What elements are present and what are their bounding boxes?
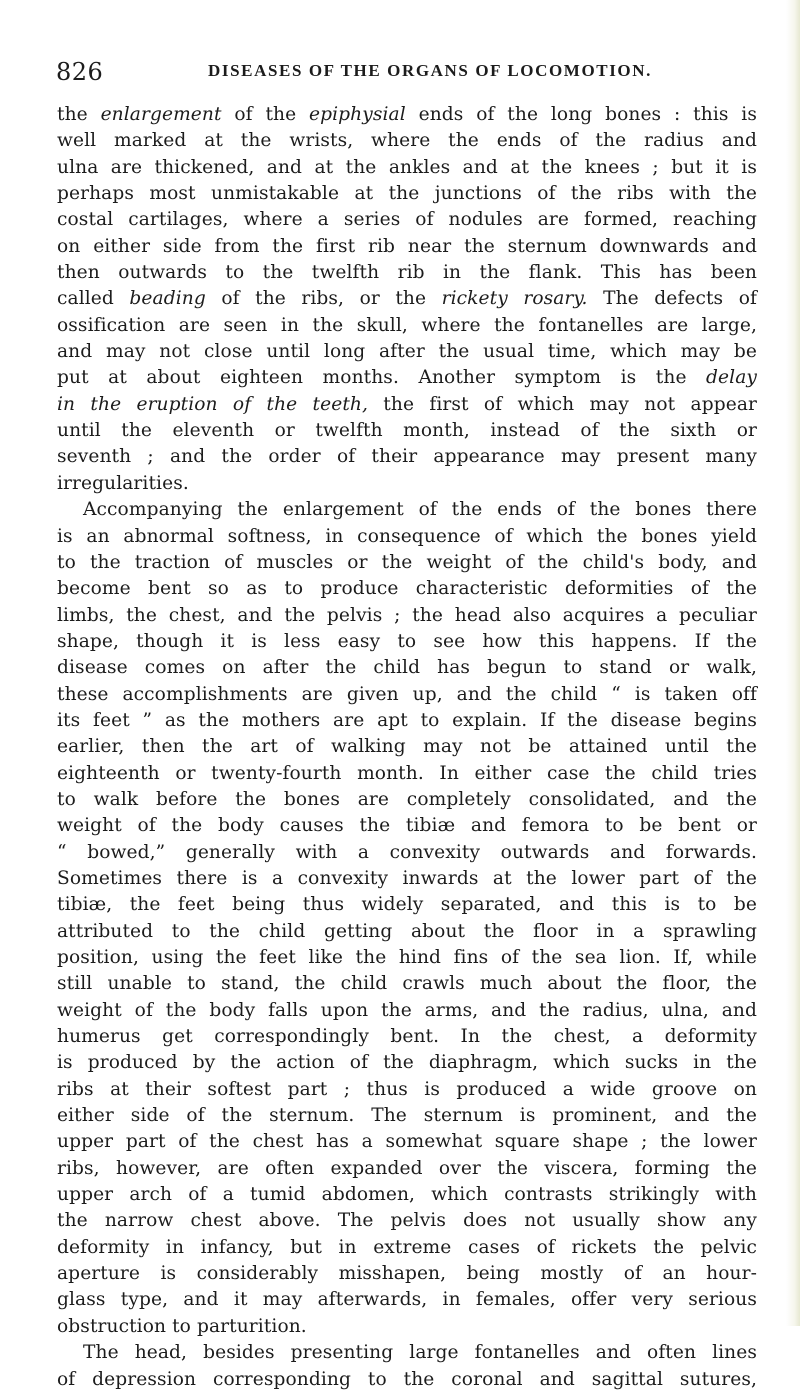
text-line: obstruction to parturition. [57, 1315, 307, 1337]
text-line: attributed to the child getting about the floor in a sprawling [57, 920, 757, 942]
text-line: seventh ; and the order of their appearance may present many [57, 446, 757, 468]
page-number: 826 [56, 58, 104, 86]
text-line: shape, though it is less easy to see how this happens. If the [57, 630, 757, 652]
italic-phrase: delay [706, 367, 757, 389]
body-text [57, 102, 757, 1393]
text-line: eighteenth or twenty-fourth month. In either case the child tries [57, 762, 757, 784]
text-line: its feet ” as the mothers are apt to explain. If the disease begins [57, 709, 757, 731]
text-line: of depression corresponding to the coronal and sagittal sutures, [57, 1368, 757, 1390]
text-line: upper part of the chest has a somewhat square shape ; the lower [57, 1131, 757, 1153]
text-line: deformity in infancy, but in extreme cases of rickets the pelvic [57, 1236, 757, 1258]
text-line: on either side from the first rib near the sternum downwards and [57, 235, 757, 257]
text-line: ulna are thickened, and at the ankles and at the knees ; but it is [57, 156, 757, 178]
italic-phrase: rickety rosary. [441, 288, 588, 310]
text-line: The head, besides presenting large fontanelles and often lines [83, 1342, 757, 1364]
text-line: still unable to stand, the child crawls much about the floor, the [57, 973, 757, 995]
text-line: either side of the sternum. The sternum is prominent, and the [57, 1105, 757, 1127]
text-line: disease comes on after the child has begun to stand or walk, [57, 657, 757, 679]
italic-phrase: epiphysial [309, 104, 406, 125]
italic-phrase: enlargement [100, 104, 222, 125]
paragraph [57, 102, 757, 497]
text-line: perhaps most unmistakable at the junctions of the ribs with the [57, 183, 757, 205]
running-head [0, 58, 800, 88]
running-title: DISEASES OF THE ORGANS OF LOCOMOTION. [208, 61, 652, 80]
text-line: is an abnormal softness, in consequence of which the bones yield [57, 525, 757, 547]
text-line: Accompanying the enlargement of the ends of the bones there [83, 499, 757, 521]
text-line: upper arch of a tumid abdomen, which contrasts strikingly with [57, 1184, 757, 1206]
text-line: position, using the feet like the hind fins of the sea lion. If, while [57, 947, 757, 968]
text-line: called beading of the ribs, or the rickety rosary. The defects of [57, 288, 757, 310]
text-line: well marked at the wrists, where the ends of the radius and [57, 130, 757, 152]
text-line: weight of the body causes the tibiæ and femora to be bent or [57, 815, 757, 837]
text-line: and may not close until long after the usual time, which may be [57, 341, 757, 363]
italic-phrase: beading [129, 288, 206, 310]
page-edge-shadow [786, 0, 800, 1326]
text-line: ribs at their softest part ; thus is produced a wide groove on [57, 1078, 757, 1100]
text-line: aperture is considerably misshapen, being mostly of an hour- [57, 1263, 757, 1285]
text-line: glass type, and it may afterwards, in females, offer very serious [57, 1289, 757, 1311]
italic-phrase: in the eruption of the teeth, [57, 393, 368, 415]
text-line: is produced by the action of the diaphragm, which sucks in the [57, 1052, 757, 1074]
text-line: become bent so as to produce characteristic deformities of the [57, 578, 757, 600]
text-line: “ bowed,” generally with a convexity outwards and forwards. [57, 841, 757, 863]
text-line: to the traction of muscles or the weight of the child's body, and [57, 551, 757, 573]
text-line: humerus get correspondingly bent. In the chest, a deformity [57, 1026, 757, 1048]
text-line: until the eleventh or twelfth month, instead of the sixth or [57, 420, 757, 442]
text-line: tibiæ, the feet being thus widely separated, and this is to be [57, 894, 757, 916]
text-line: ribs, however, are often expanded over the viscera, forming the [57, 1157, 757, 1179]
text-line: limbs, the chest, and the pelvis ; the head also acquires a peculiar [57, 604, 757, 626]
text-line: to walk before the bones are completely consolidated, and the [57, 788, 757, 810]
text-line: in the eruption of the teeth, the first of which may not appear [57, 393, 758, 415]
text-line: costal cartilages, where a series of nodules are formed, reaching [57, 209, 757, 231]
text-line: Sometimes there is a convexity inwards at the lower part of the [57, 867, 757, 889]
text-line: put at about eighteen months. Another symptom is the delay [57, 367, 757, 389]
text-line: ossification are seen in the skull, where the fontanelles are large, [57, 314, 757, 336]
text-line: earlier, then the art of walking may not be attained until the [57, 736, 757, 758]
text-line: then outwards to the twelfth rib in the flank. This has been [57, 262, 757, 284]
text-line: the narrow chest above. The pelvis does not usually show any [57, 1210, 757, 1232]
text-line: weight of the body falls upon the arms, and the radius, ulna, and [57, 999, 757, 1021]
text-line: the enlargement of the epiphysial ends of the long bones : this is [57, 104, 757, 125]
text-line: irregularities. [57, 472, 189, 494]
paragraph [57, 1340, 757, 1393]
paragraph [57, 497, 757, 1340]
text-line: these accomplishments are given up, and the child “ is taken off [57, 683, 757, 705]
